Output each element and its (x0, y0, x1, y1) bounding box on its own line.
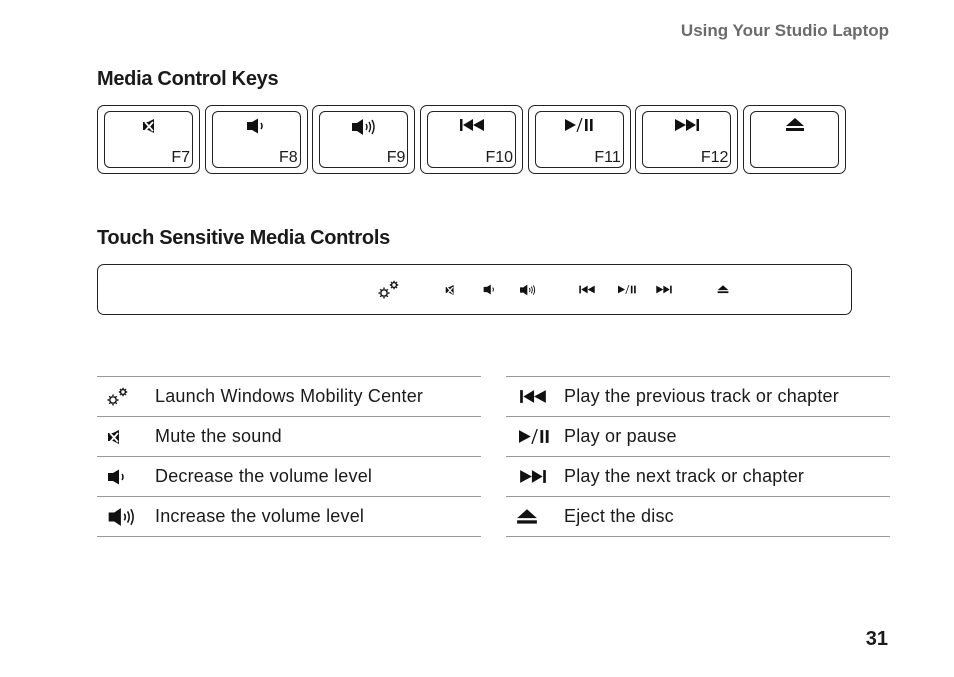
eject-icon (744, 118, 845, 137)
previous-track-icon (506, 389, 564, 404)
touch-control-strip (97, 264, 852, 315)
legend-row (506, 416, 890, 456)
legend-row (97, 456, 481, 496)
legend-text: Increase the volume level (155, 506, 365, 526)
volume-up-icon[interactable] (519, 265, 537, 314)
legend-row (506, 496, 890, 537)
previous-track-icon (421, 118, 522, 137)
key-label: F9 (386, 149, 406, 166)
legend-text: Play the next track or chapter (564, 466, 805, 486)
play-pause-icon (506, 429, 564, 444)
mobility-center-icon[interactable] (378, 265, 400, 314)
next-track-icon (636, 118, 737, 137)
key-label: F8 (279, 149, 298, 166)
play-pause-icon (529, 118, 630, 137)
key-f11 (528, 105, 631, 174)
legend-row (97, 416, 481, 456)
legend-row (506, 456, 890, 496)
key-f9 (312, 105, 415, 174)
legend-table-left (97, 376, 481, 537)
legend-text: Decrease the volume level (155, 466, 373, 486)
volume-up-icon (313, 118, 414, 141)
key-f7 (97, 105, 200, 174)
legend-text: Mute the sound (155, 426, 282, 446)
running-header: Using Your Studio Laptop (680, 21, 889, 40)
touch-controls-heading: Touch Sensitive Media Controls (97, 227, 390, 249)
page-number: 31 (865, 628, 888, 650)
next-track-icon (506, 469, 564, 484)
eject-icon[interactable] (717, 265, 729, 314)
key-f12 (635, 105, 738, 174)
key-label: F7 (171, 149, 190, 166)
legend-table-right (506, 376, 890, 537)
legend-text: Eject the disc (564, 506, 674, 526)
volume-down-icon (97, 468, 155, 486)
media-keys-row (97, 105, 846, 174)
previous-track-icon[interactable] (578, 265, 596, 314)
mobility-center-icon (97, 387, 155, 407)
next-track-icon[interactable] (655, 265, 673, 314)
key-eject (743, 105, 846, 174)
key-label: F12 (700, 149, 729, 166)
volume-down-icon[interactable] (483, 265, 496, 314)
legend-row (97, 496, 481, 537)
volume-up-icon (97, 507, 155, 527)
mute-icon[interactable] (445, 265, 455, 314)
legend-row (97, 376, 481, 416)
volume-down-icon (206, 118, 307, 139)
legend-row (506, 376, 890, 416)
legend-text: Launch Windows Mobility Center (155, 386, 424, 406)
legend-text: Play or pause (564, 426, 677, 446)
play-pause-icon[interactable] (616, 265, 638, 314)
mute-icon (97, 429, 155, 445)
key-label: F10 (485, 149, 514, 166)
key-f8 (205, 105, 308, 174)
key-f10 (420, 105, 523, 174)
mute-icon (98, 118, 199, 139)
media-keys-heading: Media Control Keys (97, 68, 279, 90)
key-label: F11 (594, 149, 621, 166)
eject-icon (506, 509, 564, 525)
legend-text: Play the previous track or chapter (564, 386, 839, 406)
